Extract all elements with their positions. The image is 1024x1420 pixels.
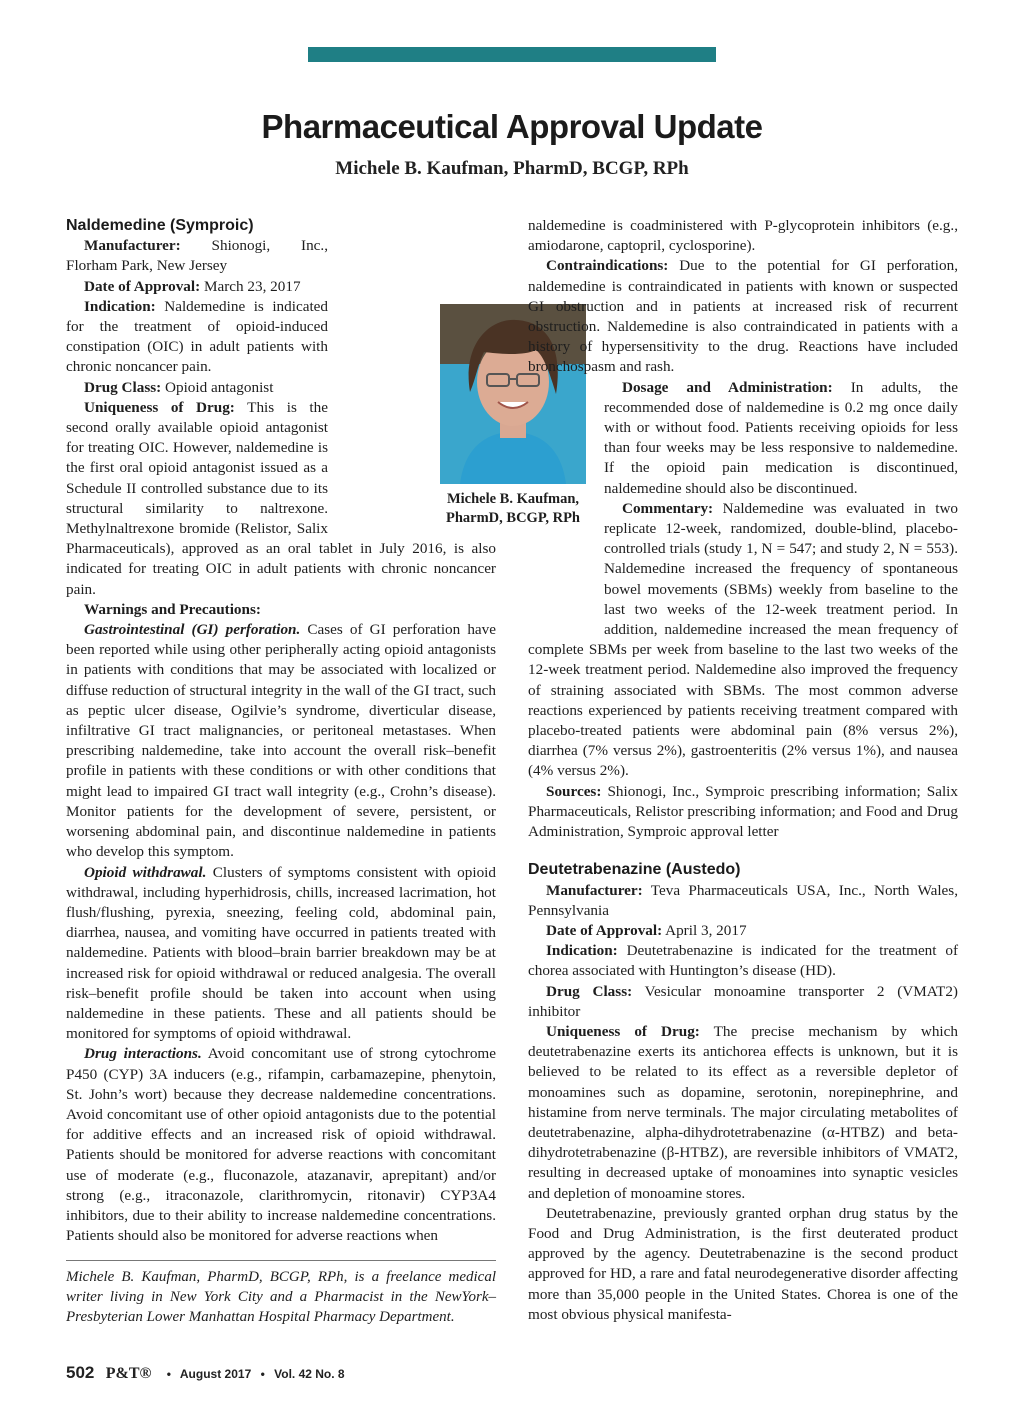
drug1-gi-perforation: Gastrointestinal (GI) perforation. Cases of GI perforation have been reported while using other peripherally acting opioid antagonists in patients with conditions that may be associated with localized or diffuse reduction of structural integrity in the wall of the GI tract, such as peptic ulcer disease, Ogilvie’s syndrome, diverticular disease, infiltrative GI tract malignancies, or peritoneal metastases. When prescribing naldemedine, take into account the overall risk–benefit profile in patients with these conditions or with other conditions that might lead to impaired GI tract wall integrity (e.g., Crohn’s disease). Monitor patients for the development of severe, persistent, or worsening abdominal pain, and discontinue naldemedine in patients who develop this symptom. [66, 621, 497, 861]
drug1-contraindications: Contraindications: Due to the potential for GI perforation, naldemedine is contraindicated in patients with known or suspected GI obstruction and in patients at increased risk of recurrent obstruction. Naldemedine is also contraindicated in patients with a history of hypersensitivity to the drug. Reactions have included bronchospasm and rash. [528, 257, 959, 376]
page-number: 502 [66, 1363, 95, 1382]
author-byline: Michele B. Kaufman, PharmD, BCGP, RPh [335, 158, 689, 179]
caption-line-1: Michele B. Kaufman, [446, 491, 580, 507]
drug1-uniqueness: Uniqueness of Drug: This is the second orally available opioid antagonist for treating OIC. However, naldemedine is the first oral opioid antagonist issued as a Schedule II controlled substance due to its structural similarity to naltrexone. Methylnaltrexone bromide (Relistor, Salix Pharmaceuticals), approved as an oral tablet in July 2016, is also indicated for treating OIC in adult patients with chronic noncancer pain. [66, 398, 496, 598]
drug2-uniqueness: Uniqueness of Drug: The precise mechanism by which deutetrabenazine exerts its antichorea effects is unknown, but it is believed to be related to its effect as a reversible depletor of monoamines such as dopamine, serotonin, norepinephrine, and histamine from nerve terminals. The major circulating metabolites of deutetrabenazine, alpha-dihydrotetrabenazine (α-HTBZ) and beta-dihydrotetrabenazine (β-HTBZ), are reversible inhibitors of VMAT2, resulting in decreased uptake of monoamines into synaptic vesicles and depletion of monoamine stores. [528, 1022, 958, 1202]
drug1-warnings-heading: Warnings and Precautions: [84, 600, 261, 618]
journal-name: P&T® [105, 1365, 152, 1382]
page-title: Pharmaceutical Approval Update [261, 108, 763, 145]
drug1-class: Drug Class: Opioid antagonist [84, 378, 274, 396]
drug2-class: Drug Class: Vesicular monoamine transporter 2 (VMAT2) inhibitor [528, 982, 958, 1020]
drug2-date: Date of Approval: April 3, 2017 [546, 921, 747, 939]
footer-separator: • [166, 1367, 171, 1381]
photo-spacer-right [528, 378, 600, 628]
volume-info: Vol. 42 No. 8 [274, 1367, 345, 1381]
header-accent-bar [308, 47, 716, 62]
left-column [66, 216, 496, 1246]
drug1-heading: Naldemedine (Symproic) [66, 217, 254, 234]
drug2-manufacturer: Manufacturer: Teva Pharmaceuticals USA, Inc., North Wales, Pennsylvania [528, 881, 958, 919]
drug2-heading: Deutetrabenazine (Austedo) [528, 861, 741, 879]
drug1-sources: Sources: Shionogi, Inc., Symproic prescribing information; Salix Pharmaceuticals, Relistor prescribing information; and Food and Drug Administration, Symproic approval letter [528, 782, 958, 841]
drug1-interactions-continued: naldemedine is coadministered with P-glycoprotein inhibitors (e.g., amiodarone, captopril, cyclosporine). [528, 217, 958, 255]
caption-line-2: PharmD, BCGP, RPh [446, 510, 580, 526]
footer-separator: • [260, 1367, 265, 1381]
drug2-paragraph-2: Deutetrabenazine, previously granted orphan drug status by the Food and Drug Administration, is the first deuterated product approved by the agency. Deutetrabenazine is the second product approved for HD, a rare and fatal neurodegenerative disorder affecting more than 35,000 people in the United States. Chorea is one of the most obvious physical manifesta- [528, 1204, 958, 1323]
footnote-divider [66, 1260, 496, 1261]
drug1-date: Date of Approval: March 23, 2017 [84, 277, 301, 295]
drug1-manufacturer: Manufacturer: Shionogi, Inc., Florham Park, New Jersey [66, 237, 328, 275]
drug2-indication: Indication: Deutetrabenazine is indicated for the treatment of chorea associated with Huntington’s disease (HD). [528, 942, 958, 980]
drug1-commentary: Commentary: Naldemedine was evaluated in two replicate 12-week, randomized, double-blind, placebo-controlled trials (study 1, N = 547; and study 2, N = 553). Naldemedine increased the frequency of spontaneous bowel movements (SBMs) weekly from baseline to the last two weeks of the 12-week treatment period. In addition, naldemedine increased the mean frequency of complete SBMs per week from baseline to the last two weeks of the 12-week treatment period. Naldemedine also improved the frequency of straining associated with SBMs. The most common adverse reactions experienced by patients receiving treatment compared with placebo-treated patients were abdominal pain (8% versus 2%), diarrhea (7% versus 2%), gastroenteritis (2% versus 1%), and nausea (4% versus 2%). [528, 499, 959, 780]
drug1-indication: Indication: Naldemedine is indicated for the treatment of opioid-induced constipation (OIC) in adult patients with chronic noncancer pain. [66, 297, 328, 376]
page-footer [66, 1363, 345, 1383]
issue-date: August 2017 [179, 1367, 252, 1381]
drug1-drug-interactions: Drug interactions. Avoid concomitant use of strong cytochrome P450 (CYP) 3A inducers (e.g., rifampin, carbamazepine, phenytoin, St. John’s wort) because they decrease naldemedine concentrations. Avoid concomitant use of other opioid antagonists due to the potential for additive effects and an increased risk of opioid withdrawal. Patients should be monitored for adverse reactions with concomitant use of moderate (e.g., fluconazole, atazanavir, aprepitant) and/or strong (e.g., itraconazole, clarithromycin, ritonavir) CYP3A4 inhibitors, due to their ability to increase naldemedine concentrations. Patients should also be monitored for adverse reactions when [66, 1045, 496, 1245]
right-column [528, 216, 958, 1325]
drug1-dosage: Dosage and Administration: In adults, the recommended dose of naldemedine is 0.2 mg once daily with or without food. Patients receiving opioids for less than four weeks may be less responsive to naldemedine. If the opioid pain medication is discontinued, naldemedine should also be discontinued. [604, 378, 959, 497]
author-note: Michele B. Kaufman, PharmD, BCGP, RPh, is a freelance medical writer living in New York City and a Pharmacist in the NewYork–Presbyterian Lower Manhattan Hospital Pharmacy Department. [66, 1269, 496, 1325]
drug1-opioid-withdrawal: Opioid withdrawal. Clusters of symptoms consistent with opioid withdrawal, including hyperhidrosis, chills, increased lacrimation, hot flush/flushing, pyrexia, sneezing, feeling cold, abdominal pain, diarrhea, nausea, and vomiting have occurred in patients treated with naldemedine. Patients with blood–brain barrier breakdown may be at increased risk for opioid withdrawal or reduced analgesia. The overall risk–benefit profile should be taken into account when using naldemedine in these patients. These and all patients should be monitored for symptoms of opioid withdrawal. [66, 863, 496, 1043]
